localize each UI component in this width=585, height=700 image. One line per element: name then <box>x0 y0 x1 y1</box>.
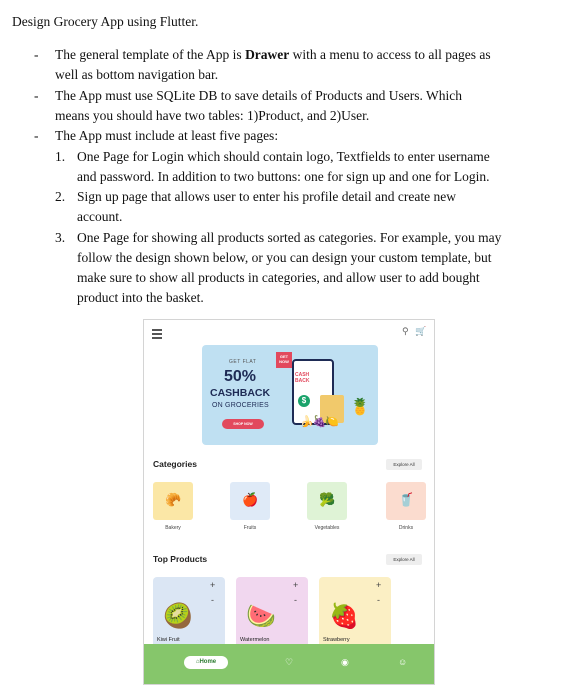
strawberry-icon: 🍓 <box>329 603 359 630</box>
category-label: Vegetables <box>314 525 340 531</box>
item-3-line-2: follow the design shown below, or you can design your custom template, but <box>77 250 492 265</box>
remove-from-basket-button[interactable]: - <box>377 595 380 605</box>
notification-bell-icon[interactable]: ◉ <box>341 657 349 667</box>
broccoli-icon: 🥦 <box>319 492 336 507</box>
kiwi-icon: 🥝 <box>163 603 193 630</box>
fruit-pile-icon: 🍌🍇🍋 <box>300 416 339 428</box>
banner-get-flat: GET FLAT <box>229 359 257 365</box>
remove-from-basket-button[interactable]: - <box>294 595 297 605</box>
bullet-mark: - <box>34 128 39 143</box>
apple-icon: 🍎 <box>242 492 259 507</box>
add-to-basket-button[interactable]: + <box>376 580 382 590</box>
bullet-mark: - <box>34 88 39 103</box>
drawer-bold: Drawer <box>245 47 290 62</box>
bullet-mark: - <box>34 47 39 62</box>
shop-now-button[interactable]: SHOP NOW <box>222 419 264 429</box>
item-3-line-3: make sure to show all products in categories, and allow user to add bought <box>77 270 480 285</box>
explore-all-categories-button[interactable]: Explore All <box>386 459 422 470</box>
bullet-1-line-1: The general template of the App is Drawer with a menu to access to all pages as <box>55 47 491 62</box>
profile-icon[interactable]: ☺ <box>398 657 408 667</box>
banner-cashback: CASHBACK <box>210 387 271 399</box>
item-2-line-2: account. <box>77 209 123 224</box>
bullet-1-line-2: well as bottom navigation bar. <box>55 67 219 82</box>
banner-get-now-tag: GET NOW <box>276 352 292 368</box>
product-name: Strawberry <box>323 637 350 643</box>
nav-home[interactable]: ⌂Home <box>184 656 228 669</box>
item-3-line-1: One Page for showing all products sorted as categories. For example, you may <box>77 230 502 245</box>
search-icon[interactable]: ⚲ <box>402 326 409 336</box>
banner-cash-back-tag: CASH BACK <box>295 372 310 384</box>
item-3-line-4: product into the basket. <box>77 290 204 305</box>
dollar-coin-icon: $ <box>298 395 310 407</box>
list-number: 2. <box>55 189 66 204</box>
cashback-banner[interactable] <box>202 345 378 445</box>
banner-on-groceries: ON GROCERIES <box>212 402 269 409</box>
add-to-basket-button[interactable]: + <box>210 580 216 590</box>
hamburger-menu-icon[interactable] <box>152 329 162 341</box>
list-number: 1. <box>55 149 66 164</box>
bottom-navigation-bar <box>144 644 434 684</box>
heart-icon[interactable]: ♡ <box>285 657 294 667</box>
categories-title: Categories <box>153 459 197 469</box>
banner-percent: 50% <box>224 368 257 385</box>
basket-icon[interactable]: 🛒 <box>415 326 427 336</box>
product-name: Kiwi Fruit <box>157 637 180 643</box>
remove-from-basket-button[interactable]: - <box>211 595 214 605</box>
home-icon: ⌂ <box>195 659 200 665</box>
category-label: Drinks <box>398 525 414 531</box>
top-products-title: Top Products <box>153 554 208 564</box>
drink-icon: 🥤 <box>398 492 415 507</box>
item-1-line-2: and password. In addition to two buttons: one for sign up and one for Login. <box>77 169 490 184</box>
document-title: Design Grocery App using Flutter. <box>12 14 199 29</box>
bullet-3-line-1: The App must include at least five pages: <box>55 128 279 143</box>
explore-all-products-button[interactable]: Explore All <box>386 554 422 565</box>
item-2-line-1: Sign up page that allows user to enter his profile detail and create new <box>77 189 457 204</box>
bullet-2-line-2: means you should have two tables: 1)Product, and 2)User. <box>55 108 370 123</box>
category-label: Bakery <box>165 525 181 531</box>
bakery-icon: 🥐 <box>165 492 182 507</box>
pineapple-icon: 🍍 <box>350 399 370 416</box>
category-label: Fruits <box>243 525 257 531</box>
add-to-basket-button[interactable]: + <box>293 580 299 590</box>
watermelon-icon: 🍉 <box>246 603 276 630</box>
product-name: Watermelon <box>240 637 270 643</box>
item-1-line-1: One Page for Login which should contain logo, Textfields to enter username <box>77 149 490 164</box>
app-mockup-screenshot <box>143 319 435 685</box>
bullet-2-line-1: The App must use SQLite DB to save details of Products and Users. Which <box>55 88 462 103</box>
list-number: 3. <box>55 230 66 245</box>
